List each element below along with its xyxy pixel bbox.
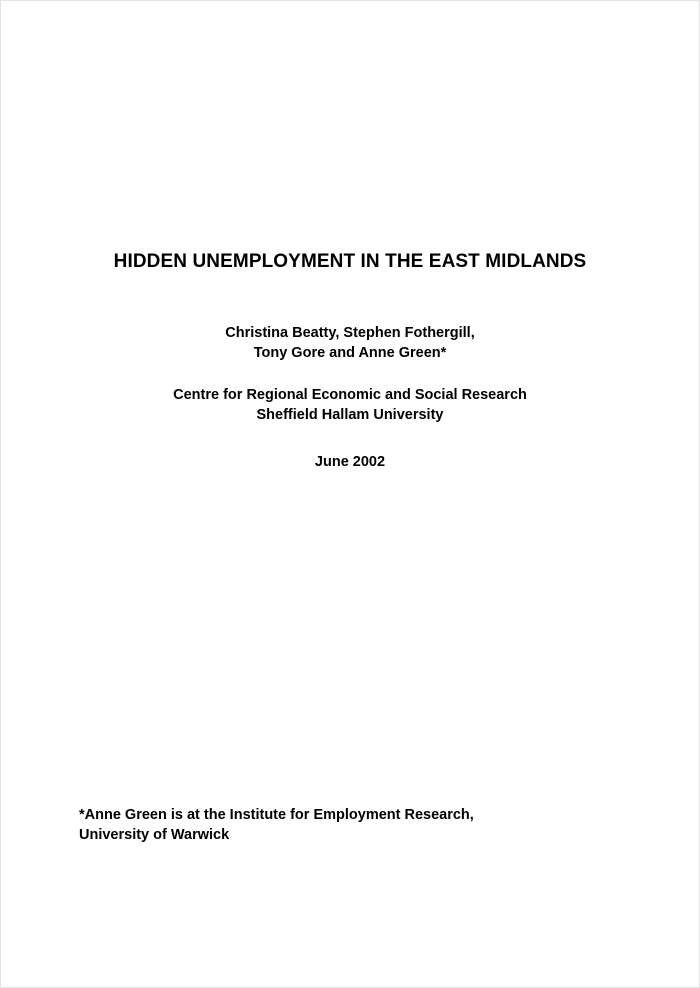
affiliation-institute: Centre for Regional Economic and Social Research (173, 387, 527, 403)
affiliation (1, 385, 699, 425)
footnote-line-2: University of Warwick (79, 827, 230, 843)
affiliation-university: Sheffield Hallam University (256, 407, 444, 423)
footnote-line-1: *Anne Green is at the Institute for Employment Research, (79, 807, 474, 823)
publication-date: June 2002 (314, 454, 386, 470)
authors-line-2: Tony Gore and Anne Green* (253, 345, 447, 361)
footnote (79, 805, 474, 845)
authors-line-1: Christina Beatty, Stephen Fothergill, (225, 325, 475, 341)
authors (1, 323, 699, 363)
report-title: HIDDEN UNEMPLOYMENT IN THE EAST MIDLANDS (113, 251, 587, 272)
